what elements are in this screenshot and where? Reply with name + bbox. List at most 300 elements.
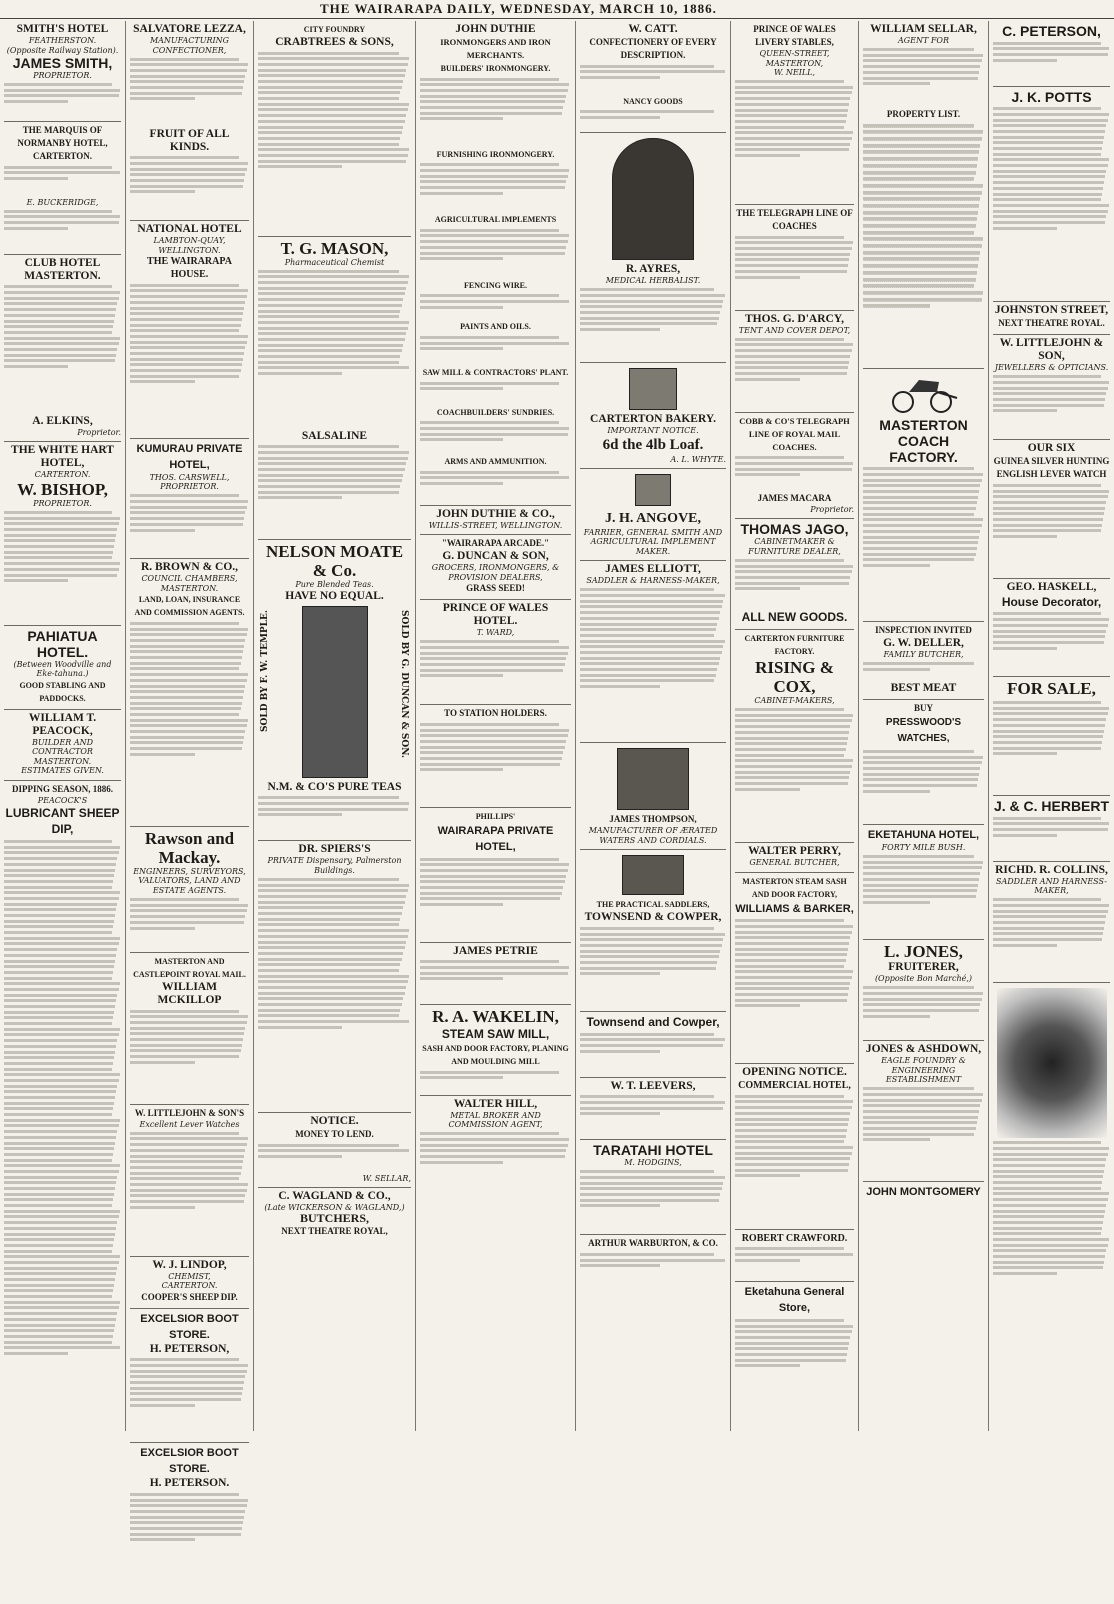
- text-line: [258, 929, 409, 932]
- text-line: [863, 284, 974, 288]
- text-line: [4, 886, 112, 889]
- text-line: [863, 1127, 976, 1130]
- ad-heading: J. H. ANGOVE,: [604, 510, 702, 526]
- ad-r-brown: [130, 559, 249, 827]
- text-line: [993, 1147, 1109, 1150]
- text-line: [4, 1250, 112, 1253]
- text-line: [130, 1044, 242, 1047]
- ad-heading: PAHIATUA HOTEL.: [27, 627, 98, 660]
- text-line: [993, 59, 1057, 62]
- text-line: [863, 750, 974, 753]
- ad-body-text: [258, 796, 411, 836]
- text-line: [130, 506, 247, 509]
- ad-body-text: [420, 858, 571, 938]
- text-line: [735, 86, 853, 89]
- text-line: [580, 611, 720, 614]
- text-line: [258, 57, 409, 60]
- text-line: [863, 998, 982, 1001]
- ad-heading: R. BROWN & CO.,: [140, 561, 239, 574]
- text-line: [580, 1038, 725, 1041]
- text-line: [420, 476, 569, 479]
- text-line: [993, 921, 1105, 924]
- text-line: [420, 1155, 565, 1158]
- text-line: [993, 1221, 1103, 1224]
- ad-tagline: ESTIMATES GIVEN.: [21, 766, 104, 776]
- text-line: [735, 942, 849, 945]
- text-line: [258, 975, 409, 978]
- ad-body-text: [993, 612, 1110, 672]
- text-line: [4, 511, 112, 514]
- text-line: [130, 352, 244, 355]
- text-line: [735, 109, 848, 112]
- text-line: [863, 884, 978, 887]
- ad-body-text: [863, 48, 984, 108]
- text-line: [993, 915, 1106, 918]
- text-line: [258, 97, 399, 100]
- ad-heading: TO STATION HOLDERS.: [444, 708, 547, 719]
- text-line: [580, 588, 714, 591]
- text-line: [993, 910, 1108, 913]
- text-line: [258, 1014, 399, 1017]
- ad-section-title: PAINTS AND OILS.: [460, 322, 531, 332]
- text-line: [735, 103, 849, 106]
- text-line: [420, 1144, 568, 1147]
- text-line: [863, 761, 982, 764]
- text-line: [4, 1113, 112, 1116]
- text-line: [735, 338, 844, 341]
- ad-subheading: CONFECTIONERY OF EVERY DESCRIPTION.: [589, 37, 717, 60]
- text-line: [130, 1375, 245, 1378]
- text-line: [735, 1112, 850, 1115]
- text-line: [863, 784, 977, 787]
- ad-subheading: FORTY MILE BUSH.: [881, 842, 966, 852]
- ad-body-text: [735, 1319, 854, 1399]
- ad-subheading: CABINETMAKER & FURNITURE DEALER,: [748, 537, 841, 556]
- text-line: [735, 126, 844, 129]
- text-line: [735, 748, 846, 751]
- ad-body-text: [735, 919, 854, 1059]
- text-line: [4, 1085, 117, 1088]
- text-line: [258, 52, 399, 55]
- text-line: [130, 284, 239, 287]
- text-line: [4, 1278, 115, 1281]
- text-line: [580, 967, 716, 970]
- text-line: [420, 306, 503, 309]
- text-line: [4, 177, 68, 180]
- text-line: [580, 972, 660, 975]
- text-line: [735, 708, 844, 711]
- text-line: [420, 657, 566, 660]
- text-line: [863, 564, 930, 567]
- text-line: [420, 89, 568, 92]
- ad-subheading: GENERAL BUTCHER,: [749, 858, 840, 868]
- text-line: [863, 866, 982, 869]
- ad-phillips-hotel: [420, 808, 571, 943]
- text-line: [580, 116, 660, 119]
- text-line: [258, 479, 402, 482]
- text-line: [863, 157, 978, 161]
- ad-telegraph-line: [735, 205, 854, 311]
- ad-body-text: [420, 723, 571, 803]
- text-line: [580, 1259, 725, 1262]
- ad-name: COMMERCIAL HOTEL,: [738, 1080, 851, 1092]
- text-line: [4, 1204, 112, 1207]
- text-line: [4, 221, 119, 224]
- text-line: [993, 647, 1057, 650]
- text-line: [993, 828, 1108, 831]
- text-line: [130, 1160, 243, 1163]
- ad-location: CARTERTON.: [161, 1281, 218, 1291]
- text-line: [420, 433, 568, 436]
- ad-body-text: [420, 78, 571, 148]
- text-line: [130, 324, 241, 327]
- text-line: [993, 1170, 1104, 1173]
- text-line: [4, 359, 115, 362]
- text-line: [258, 980, 408, 983]
- text-line: [735, 1353, 847, 1356]
- text-line: [580, 1193, 720, 1196]
- text-line: [130, 329, 239, 332]
- text-line: [130, 1200, 244, 1203]
- text-line: [420, 966, 569, 969]
- text-line: [4, 551, 113, 554]
- text-line: [993, 119, 1108, 122]
- ad-body-text: [735, 80, 854, 200]
- ad-john-duthie: [420, 21, 571, 506]
- text-line: [130, 1504, 247, 1507]
- text-line: [735, 1319, 844, 1322]
- ad-heading: WILLIAM SELLAR,: [870, 23, 977, 35]
- ad-heading: JAMES THOMPSON,: [609, 814, 697, 825]
- text-line: [130, 1370, 247, 1373]
- ad-proprietor-name: M. HODGINS,: [624, 1158, 682, 1168]
- text-line: [4, 1096, 115, 1099]
- column-2: [126, 21, 254, 1490]
- ad-heading: JONES & ASHDOWN,: [865, 1043, 982, 1056]
- text-line: [4, 863, 116, 866]
- ad-subheading: IMPORTANT NOTICE.: [607, 426, 699, 436]
- text-line: [130, 1510, 245, 1513]
- ad-subheading: SADDLER AND HARNESS-MAKER,: [996, 876, 1107, 896]
- text-line: [863, 507, 976, 510]
- text-line: [258, 338, 405, 341]
- text-line: [130, 921, 244, 924]
- ad-heading: EKETAHUNA HOTEL,: [867, 828, 980, 841]
- text-line: [993, 612, 1101, 615]
- ad-station-holders: [420, 705, 571, 808]
- text-line: [4, 954, 116, 957]
- text-line: [4, 1261, 119, 1264]
- ad-name: H. PETERSON.: [149, 1477, 230, 1490]
- ad-body-text: [258, 445, 411, 535]
- text-line: [130, 639, 245, 642]
- column-8: [989, 21, 1114, 1431]
- text-line: [735, 456, 844, 459]
- ad-body-text: [993, 1141, 1110, 1341]
- ad-marquis-hotel: [4, 122, 121, 255]
- text-line: [420, 252, 565, 255]
- text-line: [130, 86, 243, 89]
- ad-heading: THE PRACTICAL SADDLERS,: [596, 900, 710, 910]
- ad-jones-ashdown: [863, 1041, 984, 1182]
- text-line: [735, 919, 844, 922]
- text-line: [863, 144, 980, 148]
- text-line: [130, 1010, 239, 1013]
- text-line: [420, 768, 503, 771]
- text-line: [258, 474, 403, 477]
- ad-wakelin-saw-mill: [420, 1005, 571, 1096]
- text-line: [420, 482, 503, 485]
- ad-city-foundry: [258, 21, 411, 237]
- text-line: [258, 321, 409, 324]
- ad-body-text: [130, 494, 249, 554]
- ad-subheading: GUINEA SILVER HUNTING ENGLISH LEVER WATCH: [993, 456, 1110, 480]
- text-line: [863, 1138, 930, 1141]
- ad-heading: WALTER PERRY,: [748, 845, 841, 858]
- text-line: [580, 1182, 723, 1185]
- text-line: [420, 234, 569, 237]
- text-line: [4, 1028, 120, 1031]
- text-line: [130, 1155, 244, 1158]
- ad-taratahi-hotel: [580, 1140, 726, 1235]
- text-line: [580, 1170, 714, 1173]
- text-line: [258, 63, 408, 66]
- text-line: [735, 776, 849, 779]
- text-line: [863, 790, 930, 793]
- text-line: [863, 257, 979, 261]
- text-line: [863, 191, 982, 195]
- ad-geo-haskell: [993, 579, 1110, 678]
- text-line: [735, 1135, 846, 1138]
- ad-heading: EXCELSIOR BOOT STORE.: [140, 1312, 239, 1341]
- text-line: [420, 229, 559, 232]
- text-line: [993, 1141, 1101, 1144]
- text-line: [863, 872, 980, 875]
- text-line: [4, 291, 120, 294]
- ad-smiths-hotel: [4, 21, 121, 122]
- text-line: [4, 1255, 120, 1258]
- text-line: [130, 1499, 248, 1502]
- ad-heading: THOMAS JAGO,: [740, 521, 849, 538]
- ad-role: PROPRIETOR.: [33, 71, 92, 80]
- ad-jk-potts: [993, 87, 1110, 303]
- text-line: [4, 1136, 116, 1139]
- ad-heading: CARTERTON FURNITURE FACTORY.: [744, 633, 845, 656]
- text-line: [420, 663, 565, 666]
- text-line: [863, 1015, 930, 1018]
- text-line: [863, 278, 976, 282]
- text-line: [4, 1244, 113, 1247]
- text-line: [258, 91, 400, 94]
- ad-prince-of-wales-hotel: [420, 600, 571, 705]
- text-line: [993, 927, 1104, 930]
- text-line: [258, 462, 406, 465]
- text-line: [4, 1153, 113, 1156]
- text-line: [863, 490, 979, 493]
- text-line: [4, 545, 114, 548]
- text-line: [130, 1404, 195, 1407]
- text-line: [735, 91, 852, 94]
- text-line: [863, 662, 974, 665]
- text-line: [993, 524, 1102, 527]
- ad-mckillop: [130, 953, 249, 1105]
- ad-heading: THOS. G. D'ARCY,: [745, 312, 844, 325]
- text-line: [993, 484, 1101, 487]
- text-line: [420, 382, 559, 385]
- ad-subheading: BUILDER AND CONTRACTOR: [31, 737, 94, 757]
- text-line: [420, 387, 503, 390]
- text-line: [735, 737, 848, 740]
- ad-darcy-tent-depot: [735, 311, 854, 413]
- text-line: [735, 993, 848, 996]
- text-line: [4, 994, 117, 997]
- text-line: [130, 645, 244, 648]
- text-line: [735, 959, 846, 962]
- text-line: [993, 193, 1102, 196]
- text-line: [4, 210, 112, 213]
- text-line: [735, 559, 844, 562]
- buggy-icon: [889, 374, 959, 414]
- column-1: [0, 21, 126, 1431]
- ad-body-text: [580, 927, 726, 1007]
- text-line: [4, 1011, 114, 1014]
- text-line: [993, 204, 1109, 207]
- ad-subheading: METAL BROKER AND COMMISSION AGENT,: [448, 1110, 543, 1130]
- ad-body-text: [863, 1087, 984, 1177]
- ad-thomas-jago: [735, 519, 854, 630]
- text-line: [258, 332, 406, 335]
- ad-heading: TARATAHI HOTEL: [593, 1142, 713, 1159]
- ad-body-text: [580, 110, 726, 128]
- text-line: [130, 667, 239, 670]
- ad-subheading: MANUFACTURING CONFECTIONER,: [149, 36, 230, 55]
- text-line: [993, 535, 1057, 538]
- text-line: [130, 1189, 247, 1192]
- ad-practical-saddlers: [580, 850, 726, 1012]
- ad-heading: Townsend and Cowper,: [586, 1014, 720, 1029]
- ad-heading: SMITH'S HOTEL: [16, 23, 109, 35]
- ad-body-text: [420, 163, 571, 213]
- ad-body-text: [4, 285, 121, 415]
- text-line: [4, 1033, 119, 1036]
- column-6: [731, 21, 859, 1431]
- text-line: [993, 1215, 1104, 1218]
- text-line: [993, 1181, 1102, 1184]
- text-line: [993, 898, 1101, 901]
- ad-section-title: PROPERTY LIST.: [886, 109, 961, 120]
- text-line: [993, 181, 1104, 184]
- text-line: [130, 380, 195, 383]
- ad-subheading: Pure Blended Teas.: [295, 580, 374, 590]
- text-line: [735, 1330, 852, 1333]
- ad-heading: ARTHUR WARBURTON, & CO.: [588, 1238, 718, 1249]
- text-line: [580, 628, 716, 631]
- text-line: [580, 674, 716, 677]
- text-line: [863, 1099, 982, 1102]
- ad-subheading: FARRIER, GENERAL SMITH AND AGRICULTURAL IMPLEMENT MAKER.: [583, 527, 723, 556]
- text-line: [993, 641, 1104, 644]
- text-line: [735, 258, 849, 261]
- text-line: [4, 574, 117, 577]
- text-line: [4, 579, 68, 582]
- text-line: [993, 381, 1109, 384]
- text-line: [258, 1020, 409, 1023]
- text-line: [863, 211, 978, 215]
- text-line: [993, 164, 1108, 167]
- text-line: [420, 1138, 569, 1141]
- text-line: [4, 1170, 119, 1173]
- text-line: [735, 1259, 800, 1262]
- text-line: [863, 518, 983, 521]
- horseshoe-image: [635, 474, 671, 506]
- ad-body-text: [130, 1493, 249, 1573]
- text-line: [580, 600, 723, 603]
- text-line: [993, 630, 1106, 633]
- ad-heading: KUMURAU PRIVATE HOTEL,: [136, 442, 243, 471]
- ad-section-title: ARMS AND AMMUNITION.: [444, 457, 547, 467]
- text-line: [4, 354, 116, 357]
- ad-subheading: IRONMONGERS AND IRON MERCHANTS.: [440, 37, 551, 60]
- ad-heading: PRINCE OF WALES HOTEL.: [442, 602, 549, 628]
- text-line: [130, 1038, 243, 1041]
- text-line: [580, 1044, 723, 1047]
- text-line: [735, 976, 852, 979]
- ad-heading: W. J. LINDOP,: [152, 1258, 227, 1271]
- text-line: [580, 617, 719, 620]
- text-line: [4, 977, 112, 980]
- text-line: [130, 1533, 241, 1536]
- text-line: [258, 878, 399, 881]
- text-line: [130, 58, 239, 61]
- portrait-image: [612, 138, 694, 260]
- text-line: [258, 958, 402, 961]
- text-line: [4, 568, 119, 571]
- text-line: [735, 247, 852, 250]
- ad-richd-collins: [993, 862, 1110, 984]
- text-line: [4, 331, 112, 334]
- text-line: [993, 701, 1101, 704]
- text-line: [580, 1112, 660, 1115]
- text-line: [258, 1003, 402, 1006]
- text-line: [258, 270, 399, 273]
- text-line: [130, 1521, 243, 1524]
- text-line: [258, 281, 408, 284]
- text-line: [4, 94, 119, 97]
- text-line: [130, 75, 245, 78]
- ad-subheading: EAGLE FOUNDRY & ENGINEERING ESTABLISHMENT: [881, 1056, 966, 1085]
- text-line: [130, 724, 247, 727]
- text-line: [130, 517, 244, 520]
- text-line: [735, 1123, 848, 1126]
- text-line: [580, 933, 725, 936]
- text-line: [130, 685, 245, 688]
- text-line: [130, 1049, 241, 1052]
- text-line: [4, 1352, 68, 1355]
- text-line: [735, 148, 849, 151]
- ad-product-name: LUBRICANT SHEEP DIP,: [5, 806, 120, 837]
- text-line: [993, 735, 1103, 738]
- text-line: [130, 713, 239, 716]
- ad-section-title: AGRICULTURAL IMPLEMENTS: [434, 215, 557, 225]
- text-line: [4, 1272, 116, 1275]
- text-line: [863, 197, 980, 201]
- ad-heading: "WAIRARAPA ARCADE.": [441, 538, 550, 549]
- ad-james-elliott: [580, 561, 726, 743]
- text-line: [420, 180, 566, 183]
- text-line: [863, 298, 982, 302]
- ad-masterton-coach-factory: [863, 369, 984, 623]
- ad-john-duthie-co: [420, 506, 571, 536]
